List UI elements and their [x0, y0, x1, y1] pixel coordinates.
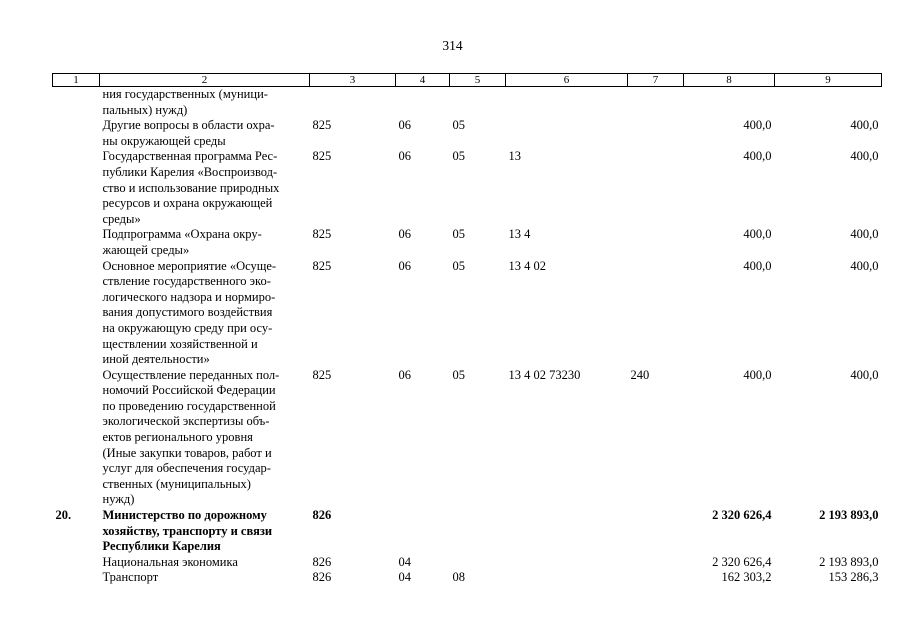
header-row [53, 74, 882, 87]
row-number [53, 87, 100, 119]
amount-2020 [775, 87, 882, 119]
header-col-9: 9 [775, 74, 882, 87]
row-number: 20. [55, 508, 72, 523]
amount-2019: 162 303,2 [721, 570, 772, 585]
item-name: Министерство по дорожному хозяйству, транспорту и связи Республики Карелия [102, 508, 273, 554]
code-subsection: 05 [452, 258, 465, 273]
row-number [53, 118, 100, 149]
item-name: Подпрограмма «Охрана окру- жающей среды» [102, 227, 262, 257]
code-target-article [506, 508, 628, 555]
code-expense-type [628, 508, 684, 555]
code-ministry: 826 [312, 554, 332, 569]
code-section: 04 [398, 554, 411, 569]
code-subsection [450, 87, 506, 119]
code-ministry: 826 [312, 570, 332, 585]
amount-2020: 400,0 [850, 118, 879, 133]
item-name: ния государственных (муници- пальных) нужд) [102, 87, 268, 117]
row-number [53, 555, 100, 571]
code-ministry: 825 [312, 258, 332, 273]
code-subsection [450, 555, 506, 571]
table-row [53, 570, 882, 586]
budget-table [52, 73, 882, 586]
item-name: Основное мероприятие «Осуще- ствление государственного эко- логического надзора и нормиро- вания допустимого воздействия на окружающую среду при осу- ществлении хозяйственной и иной деятельности» [102, 258, 277, 367]
amount-2019: 400,0 [743, 258, 772, 273]
row-number [53, 570, 100, 586]
code-expense-type: 240 [630, 367, 650, 382]
amount-2020: 2 193 893,0 [819, 508, 879, 523]
table-row [53, 227, 882, 258]
table-row [53, 508, 882, 555]
amount-2019: 400,0 [743, 367, 772, 382]
amount-2019: 400,0 [743, 149, 772, 164]
table-row [53, 118, 882, 149]
code-expense-type [628, 555, 684, 571]
code-section [396, 87, 450, 119]
table-row [53, 149, 882, 227]
code-subsection [450, 508, 506, 555]
amount-2020: 400,0 [850, 227, 879, 242]
header-col-1: 1 [53, 74, 100, 87]
code-expense-type [628, 259, 684, 368]
code-section: 06 [398, 367, 411, 382]
row-number [53, 227, 100, 258]
header-col-2: 2 [100, 74, 310, 87]
row-number [53, 368, 100, 508]
code-target-article [506, 87, 628, 119]
item-name: Осуществление переданных пол- номочий Российской Федерации по проведению государственной экологической экспертизы объ- ектов регионального уровня (Иные закупки товаров, работ и услуг для обеспечения государ- ственных (муниципальных) нужд) [102, 367, 280, 507]
item-name: Государственная программа Рес- публики Карелия «Воспроизвод- ство и использование природных ресурсов и охрана окружающей среды» [102, 149, 280, 226]
table-row [53, 87, 882, 119]
table-row [53, 555, 882, 571]
amount-2020: 400,0 [850, 367, 879, 382]
code-section: 06 [398, 118, 411, 133]
header-col-6: 6 [506, 74, 628, 87]
code-section: 06 [398, 149, 411, 164]
code-section: 06 [398, 258, 411, 273]
item-name: Транспорт [102, 570, 159, 585]
table-row [53, 259, 882, 368]
amount-2019: 400,0 [743, 227, 772, 242]
item-name: Другие вопросы в области охра- ны окружающей среды [102, 118, 275, 148]
code-section: 04 [398, 570, 411, 585]
header-col-3: 3 [310, 74, 396, 87]
page-number: 314 [442, 38, 463, 53]
code-expense-type [628, 227, 684, 258]
code-subsection: 05 [452, 149, 465, 164]
amount-2020: 400,0 [850, 149, 879, 164]
header-col-8: 8 [684, 74, 775, 87]
code-ministry: 826 [312, 508, 332, 523]
table-row [53, 368, 882, 508]
amount-2019: 2 320 626,4 [712, 508, 772, 523]
code-ministry [310, 87, 396, 119]
row-number [53, 259, 100, 368]
code-target-article [506, 118, 628, 149]
header-col-5: 5 [450, 74, 506, 87]
code-subsection: 05 [452, 367, 465, 382]
amount-2020: 2 193 893,0 [819, 554, 879, 569]
code-expense-type [628, 87, 684, 119]
code-subsection: 05 [452, 227, 465, 242]
code-subsection: 08 [452, 570, 465, 585]
code-ministry: 825 [312, 367, 332, 382]
code-subsection: 05 [452, 118, 465, 133]
amount-2020: 153 286,3 [828, 570, 879, 585]
amount-2019 [684, 87, 775, 119]
amount-2020: 400,0 [850, 258, 879, 273]
code-target-article [506, 570, 628, 586]
code-target-article: 13 4 [508, 227, 531, 242]
header-col-7: 7 [628, 74, 684, 87]
item-name: Национальная экономика [102, 554, 238, 569]
code-section [396, 508, 450, 555]
code-target-article [506, 555, 628, 571]
amount-2019: 2 320 626,4 [712, 554, 772, 569]
code-ministry: 825 [312, 227, 332, 242]
code-target-article: 13 4 02 73230 [508, 367, 581, 382]
code-expense-type [628, 118, 684, 149]
row-number [53, 149, 100, 227]
code-ministry: 825 [312, 149, 332, 164]
amount-2019: 400,0 [743, 118, 772, 133]
code-target-article: 13 [508, 149, 521, 164]
code-target-article: 13 4 02 [508, 258, 546, 273]
code-ministry: 825 [312, 118, 332, 133]
code-expense-type [628, 149, 684, 227]
code-section: 06 [398, 227, 411, 242]
header-col-4: 4 [396, 74, 450, 87]
code-expense-type [628, 570, 684, 586]
